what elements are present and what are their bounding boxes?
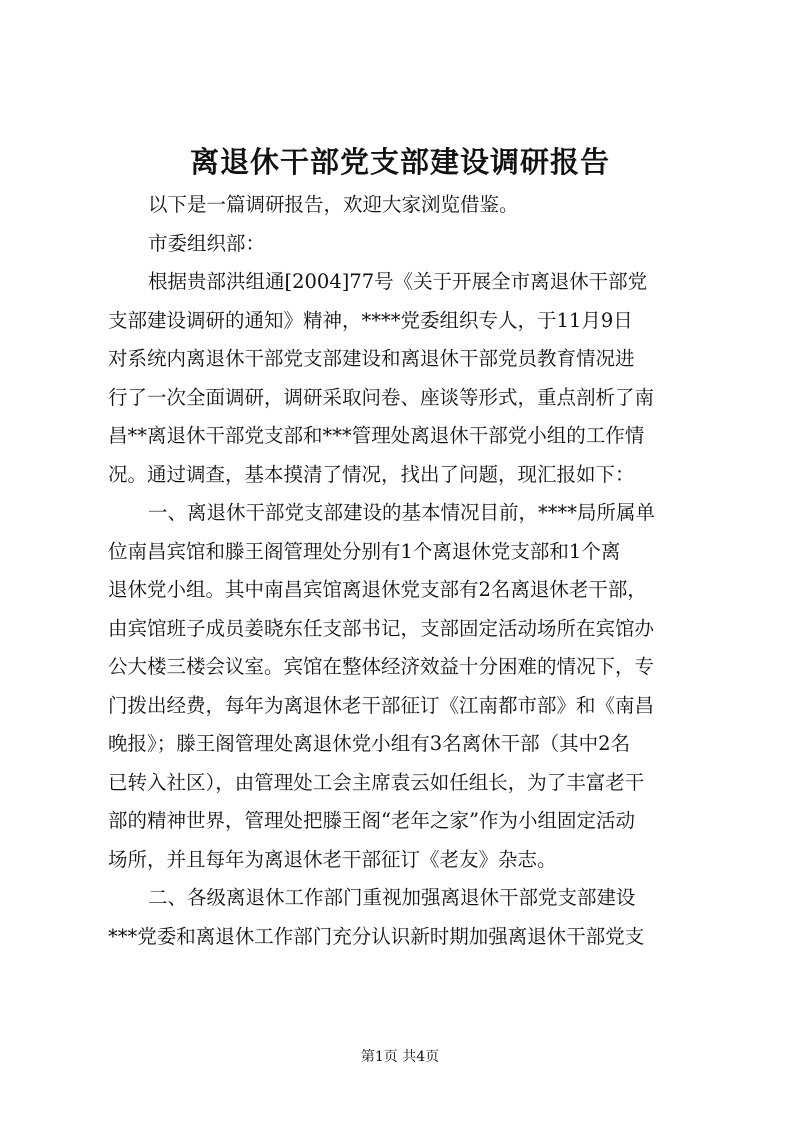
- body-line: 对系统内离退休干部党支部建设和离退休干部党员教育情况进: [108, 347, 635, 370]
- document-title: 离退休干部党支部建设调研报告: [189, 145, 610, 179]
- body-line: 由宾馆班子成员姜晓东任支部书记，支部固定活动场所在宾馆办: [108, 616, 655, 640]
- body-line: 行了一次全面调研，调研采取问卷、座谈等形式，重点剖析了南: [108, 385, 655, 409]
- body-line: 位南昌宾馆和滕王阁管理处分别有1个离退休党支部和1个离: [108, 539, 621, 563]
- body-line: 况。通过调查，基本摸清了情况，找出了问题，现汇报如下：: [108, 462, 635, 486]
- body-line: 二、各级离退休工作部门重视加强离退休干部党支部建设: [148, 886, 636, 909]
- body-line: ***党委和离退休工作部门充分认识新时期加强离退休干部党支: [108, 924, 645, 948]
- page-number-footer: 第1页 共4页: [360, 1049, 440, 1065]
- body-line: 门拨出经费，每年为离退休老干部征订《江南都市部》和《南昌: [108, 693, 655, 717]
- document-body: [108, 186, 700, 956]
- body-line: 支部建设调研的通知》精神，****党委组织专人，于11月9日: [108, 308, 633, 332]
- body-line: 退休党小组。其中南昌宾馆离退休党支部有2名离退休老干部，: [108, 578, 647, 601]
- body-line: 已转入社区），由管理处工会主席袁云如任组长，为了丰富老干: [108, 770, 645, 794]
- body-line: 部的精神世界，管理处把滕王阁“老年之家”作为小组固定活动: [108, 809, 635, 832]
- body-line: 市委组织部：: [148, 231, 266, 255]
- body-line: 公大楼三楼会议室。宾馆在整体经济效益十分困难的情况下，专: [108, 655, 655, 678]
- body-line: 根据贵部洪组通[2004]77号《关于开展全市离退休干部党: [148, 270, 648, 293]
- body-line: 场所，并且每年为离退休老干部征订《老友》杂志。: [108, 847, 557, 871]
- body-line: 晚报》；滕王阁管理处离退休党小组有3名离休干部（其中2名: [108, 732, 631, 755]
- body-line: 一、离退休干部党支部建设的基本情况目前，****局所属单: [148, 501, 656, 524]
- body-line: 以下是一篇调研报告，欢迎大家浏览借鉴。: [148, 193, 519, 216]
- body-line: 昌**离退休干部党支部和***管理处离退休干部党小组的工作情: [108, 424, 645, 447]
